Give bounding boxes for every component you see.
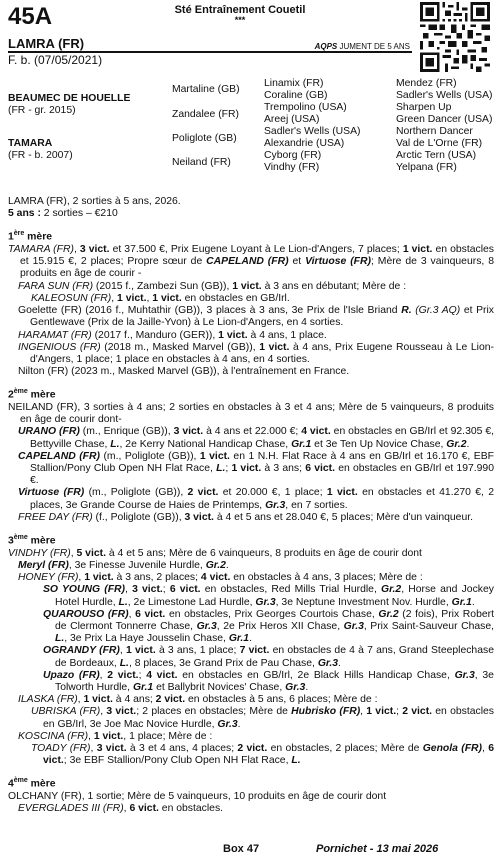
progeny-record: Upazo (FR), 2 vict.; 4 vict. en obstacles en GB/Irl, 2e Black Hills Handicap Chase, Gr.3, 3e Tolworth Hurdle, Gr.1 et Ballybrit Novices' Chase, Gr.3. — [43, 669, 494, 693]
dam-record: TAMARA (FR), 3 vict. et 37.500 €, Prix Eugene Loyant à Le Lion-d'Angers, 7 places; 1 vict. en obstacles et 15.915 €, 2 places; Propre sœur de CAPELAND (FR) et Virtuose (FR); Mère de 3 vainqueurs, 8 produits en âge de courir - — [8, 244, 494, 280]
sale-date: Pornichet - 13 mai 2026 — [316, 843, 439, 855]
progeny-record: TOADY (FR), 3 vict. à 3 et 4 ans, 4 places; 2 vict. en obstacles, 2 places; Mère de Genola (FR), 6 vict.; 3e EBF Stallion/Pony Club Open NH Flat Race, L. — [31, 742, 494, 767]
progeny-record: Virtuose (FR) (m., Poliglote (GB)), 2 vict. et 20.000 €, 1 place; 1 vict. en obstacles et 41.270 €, 2 places, 3e Grande Course de Haies de Printemps, Gr.3, en 7 sorties. — [18, 487, 494, 511]
section-heading: 3ème mère — [8, 534, 56, 547]
pedigree-gen3: Alexandrie (USA) — [264, 138, 345, 149]
pedigree-gen3: Linamix (FR) — [264, 78, 324, 89]
progeny-record: KOSCINA (FR), 1 vict., 1 place; Mère de : — [18, 730, 213, 742]
pedigree-gen4: Mendez (FR) — [396, 78, 457, 89]
progeny-record: QUAROUSO (FR), 6 vict. en obstacles, Prix Georges Courtois Chase, Gr.2 (2 fois), Prix Robert de Clermont Tonnerre Chase, Gr.3, 2e Prix Heros XII Chase, Gr.3, Prix Saint-Sauveur Chase, L., 3e Prix La Haye Jousselin Chase, Gr.1. — [43, 608, 494, 645]
pedigree-gen4: Northern Dancer — [396, 126, 473, 137]
progeny-record: INGENIOUS (FR) (2018 m., Masked Marvel (GB)), 1 vict. à 4 ans, Prix Eugene Rousseau à Le Lion-d'Angers, 1 place; 1 place en obstacles à 4 ans, en 4 sorties. — [18, 341, 495, 365]
progeny-record: CAPELAND (FR) (m., Poliglote (GB)), 1 vict. en 1 N.H. Flat Race à 4 ans en GB/Irl et 16.170 €, EBF Stallion/Pony Club Open NH Flat Race, L.; 1 vict. à 3 ans; 6 vict. en obstacles en GB/Irl et 197.990 €. — [18, 450, 494, 487]
progeny-record: EVERGLADES III (FR), 6 vict. en obstacles. — [18, 803, 224, 815]
pedigree-gen2: Neiland (FR) — [172, 157, 231, 168]
progeny-record: FARA SUN (FR) (2015 f., Zambezi Sun (GB)), 1 vict. à 3 ans en débutant; Mère de : — [18, 280, 407, 292]
pedigree-gen3: Vindhy (FR) — [264, 162, 320, 173]
sire-info: (FR - gr. 2015) — [8, 105, 76, 116]
progeny-record: UBRISKA (FR), 3 vict.; 2 places en obstacles; Mère de Hubrisko (FR), 1 vict.; 2 vict. en obstacles en GB/Irl, 3e Joe Mac Novice Hurdle, Gr.3. — [31, 706, 494, 730]
section-heading: 4ème mère — [8, 777, 56, 790]
pedigree-gen3: Cyborg (FR) — [264, 150, 322, 161]
progeny-record: ILASKA (FR), 1 vict. à 4 ans; 2 vict. en obstacles à 5 ans, 6 places; Mère de : — [18, 694, 378, 706]
dam-name: TAMARA — [8, 138, 53, 149]
catalogue-body — [8, 196, 494, 815]
rating-stars: *** — [234, 15, 246, 25]
horse-name: LAMRA (FR) — [8, 36, 85, 51]
seller-name: Sté Entraînement Couetil — [174, 4, 306, 16]
progeny-record: URANO (FR) (m., Enrique (GB)), 3 vict. à 4 ans et 22.000 €; 4 vict. en obstacles en GB/Irl et 92.305 €, Bettyville Chase, L., 2e Kerry National Handicap Chase, Gr.1 et 3e Ten Up Novice Chase, Gr.2. — [18, 426, 495, 450]
sire-name: BEAUMEC DE HOUELLE — [8, 93, 131, 104]
section-heading: 1ère mère — [8, 230, 53, 243]
horse-description: F. b. (07/05/2021) — [8, 53, 103, 67]
progeny-record: SO YOUNG (FR), 3 vict.; 6 vict. en obstacles, Red Mills Trial Hurdle, Gr.2, Horse and Jockey Hotel Hurdle, L., 2e Limestone Lad Hurdle, Gr.3, 3e Neptune Investment Nov. Hurdle, Gr.1. — [43, 584, 494, 608]
pedigree-gen4: Sadler's Wells (USA) — [396, 90, 493, 101]
dam-info: (FR - b. 2007) — [8, 150, 73, 161]
pedigree-gen3: Trempolino (USA) — [264, 102, 347, 113]
box-number: Box 47 — [223, 843, 260, 855]
progeny-record: HARAMAT (FR) (2017 f., Manduro (GER)), 1 vict. à 4 ans, 1 place. — [18, 329, 327, 341]
progeny-record: HONEY (FR), 1 vict. à 3 ans, 2 places; 4 vict. en obstacles à 4 ans, 3 places; Mère de : — [18, 572, 423, 584]
pedigree-gen4: Sharpen Up — [396, 102, 452, 113]
pedigree-gen4: Arctic Tern (USA) — [396, 150, 477, 161]
dam-record: NEILAND (FR), 3 sorties à 4 ans; 2 sorties en obstacles à 3 et 4 ans; Mère de 5 vainqueurs, 8 produits en âge de courir dont- — [8, 401, 494, 426]
progeny-record: Meryl (FR), 3e Finesse Juvenile Hurdle, Gr.2. — [18, 559, 229, 571]
pedigree-gen2: Martaline (GB) — [172, 84, 240, 95]
pedigree-gen3: Coraline (GB) — [264, 90, 328, 101]
progeny-record: Nilton (FR) (2023 m., Masked Marvel (GB)), à l'entraînement en France. — [18, 366, 350, 378]
progeny-record: KALEOSUN (FR), 1 vict., 1 vict. en obstacles en GB/Irl. — [31, 292, 290, 304]
dam-record: VINDHY (FR), 5 vict. à 4 et 5 ans; Mère de 6 vainqueurs, 8 produits en âge de courir dont — [8, 547, 422, 559]
progeny-record: Goelette (FR) (2016 f., Muhtathir (GB)), 3 places à 3 ans, 3e Prix de l'Isle Briand R. (Gr.3 AQ) et Prix Gentlewave (Prix de la Jaille-Yvon) à Le Lion-d'Angers, en 4 sorties. — [18, 305, 494, 329]
progeny-record: OGRANDY (FR), 1 vict. à 3 ans, 1 place; 7 vict. en obstacles de 4 à 7 ans, Grand Steeplechase de Bordeaux, L., 8 places, 3e Grand Prix de Pau Chase, Gr.3. — [43, 645, 494, 669]
pedigree-gen2: Poliglote (GB) — [172, 133, 237, 144]
progeny-record: FREE DAY (FR) (f., Poliglote (GB)), 3 vict. à 4 et 5 ans et 28.040 €, 5 places; Mère d'un vainqueur. — [18, 511, 473, 523]
pedigree-gen2: Zandalee (FR) — [172, 109, 239, 120]
dam-record: OLCHANY (FR), 1 sortie; Mère de 5 vainqueurs, 10 produits en âge de courir dont — [8, 791, 387, 803]
section-heading: 2ème mère — [8, 388, 56, 401]
pedigree-gen3: Sadler's Wells (USA) — [264, 126, 361, 137]
pedigree-gen4: Yelpana (FR) — [396, 162, 457, 173]
pedigree-gen3: Areej (USA) — [264, 114, 320, 125]
lot-number: 45A — [8, 3, 53, 30]
summary-5ans: 5 ans : 2 sorties – €210 — [8, 208, 118, 220]
pedigree-gen4: Green Dancer (USA) — [396, 114, 493, 125]
pedigree-gen4: Val de L'Orne (FR) — [396, 138, 483, 149]
summary-line: LAMRA (FR), 2 sorties à 5 ans, 2026. — [8, 196, 181, 207]
qr-code-icon — [420, 2, 490, 72]
breed-badge: AQPS JUMENT DE 5 ANS — [314, 42, 410, 51]
